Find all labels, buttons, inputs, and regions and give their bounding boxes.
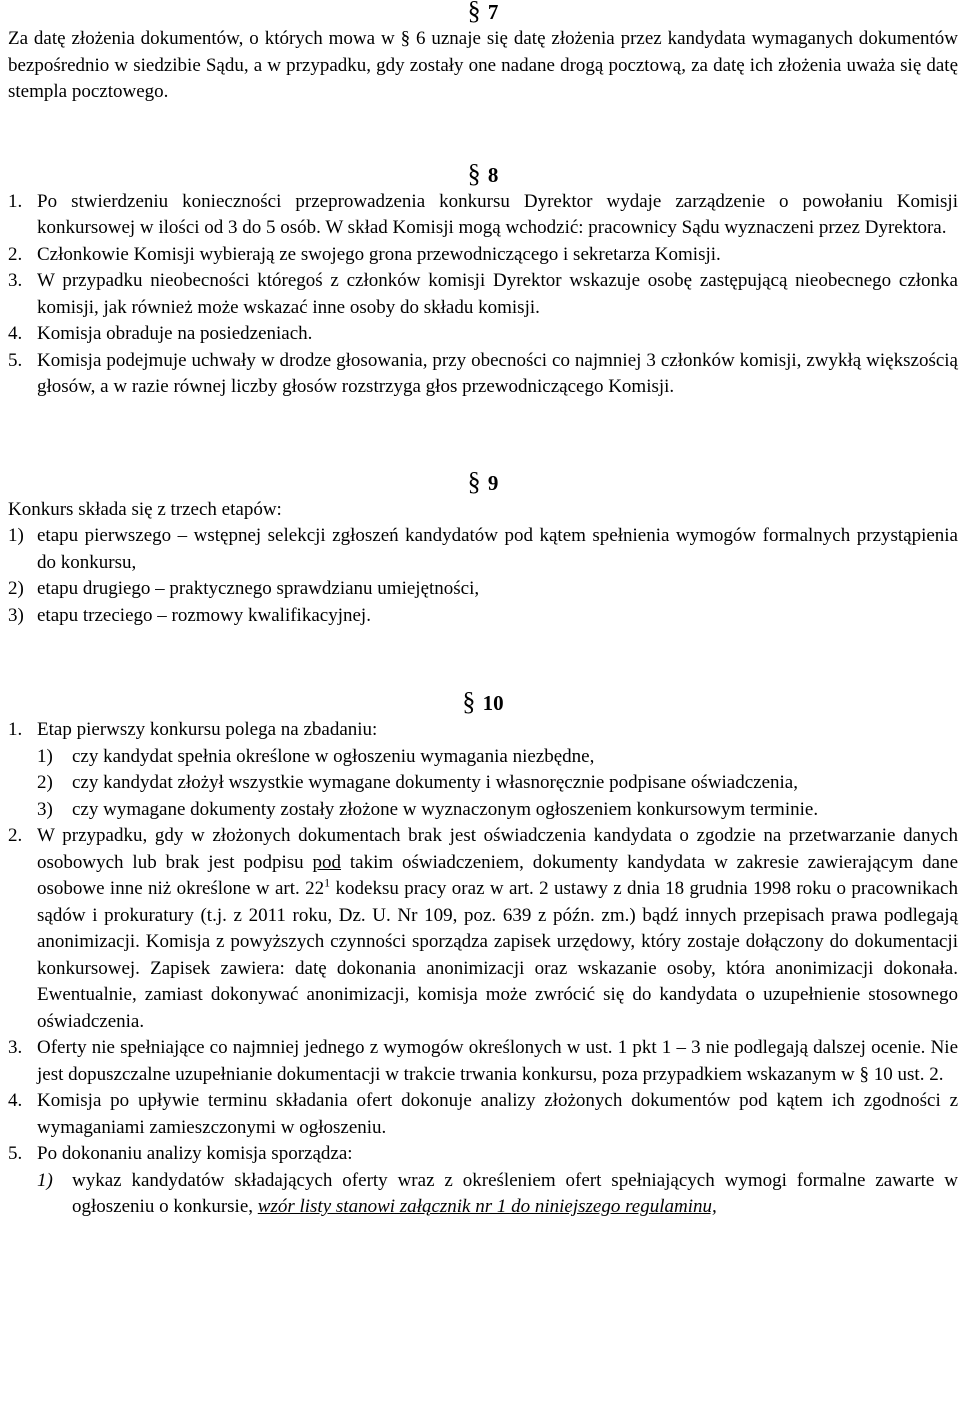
section-7-text: Za datę złożenia dokumentów, o których mowa w § 6 uznaje się datę złożenia przez kandydata wymaganych dokumentów bezpośrednio w siedzibie Sądu, a w przypadku, gdy zostały one nadane drogą pocztową, za datę ich złożenia uważa się datę stempla pocztowego. xyxy=(8,28,958,102)
list-item: 4. Komisja obraduje na posiedzeniach. xyxy=(8,323,313,344)
list-item: 5. Komisja podejmuje uchwały w drodze głosowania, przy obecności co najmniej 3 członków komisji, zwykłą większością głosów, a w razie równej liczby głosów rozstrzyga głos przewodniczącego Komisji. xyxy=(8,349,958,397)
list-item: 2) etapu drugiego – praktycznego sprawdzianu umiejętności, xyxy=(8,578,480,599)
list-item: 1) etapu pierwszego – wstępnej selekcji zgłoszeń kandydatów pod kątem spełnienia wymogów formalnych przystąpienia do konkursu, xyxy=(8,525,958,573)
section-sign-icon: § xyxy=(462,687,476,716)
list-item: 3. Oferty nie spełniające co najmniej jednego z wymogów określonych w ust. 1 pkt 1 – 3 nie podlegają dalszej ocenie. Nie jest dopuszczalne uzupełnianie dokumentacji w trakcie trwania konkursu, poza przypadkiem wskazanym w § 10 ust. 2. xyxy=(8,1037,958,1085)
list-item: 1. Po stwierdzeniu konieczności przeprowadzenia konkursu Dyrektor wydaje zarządzenie o powołaniu Komisji konkursowej w ilości od 3 do 5 osób. W skład Komisji mogą wchodzić: pracownicy Sądu wyznaczeni przez Dyrektora. xyxy=(8,190,958,238)
section-9-intro: Konkurs składa się z trzech etapów: xyxy=(8,498,282,520)
sub-list-item: 2) czy kandydat złożył wszystkie wymagane dokumenty i własnoręcznie podpisane oświadczenia, xyxy=(37,772,798,793)
section-sign-icon: § xyxy=(467,466,481,496)
sub-list-item: 1) wykaz kandydatów składających oferty wraz z określeniem ofert spełniających wymogi formalne zawarte w ogłoszeniu o konkursie, wzór listy stanowi załącznik nr 1 do niniejszego regulaminu, xyxy=(37,1168,958,1221)
section-heading-7: § 7 xyxy=(8,0,958,26)
section-heading-10: § 10 xyxy=(462,687,504,716)
list-item: 5. Po dokonaniu analizy komisja sporządza: xyxy=(8,1143,353,1164)
list-item: 4. Komisja po upływie terminu składania ofert dokonuje analizy złożonych dokumentów pod kątem ich zgodności z wymaganiami zamieszczonymi w ogłoszeniu. xyxy=(8,1090,958,1138)
section-heading-8: § 8 xyxy=(467,158,499,188)
list-item: 2. Członkowie Komisji wybierają ze swojego grona przewodniczącego i sekretarza Komisji. xyxy=(8,243,721,265)
sub-list-item: 3) czy wymagane dokumenty zostały złożone w wyznaczonym ogłoszeniem konkursowym terminie. xyxy=(37,798,819,820)
section-heading-9: § 9 xyxy=(467,466,499,496)
superscript: 1 xyxy=(324,875,331,890)
list-item: 3. W przypadku nieobecności któregoś z członków komisji Dyrektor wskazuje osobę zastępującą nieobecnego członka komisji, jak również może wskazać inne osoby do składu komisji. xyxy=(8,270,958,318)
section-sign-icon: § xyxy=(467,158,481,188)
section-sign-icon: § xyxy=(467,0,481,25)
document-page xyxy=(8,0,958,1221)
list-item: 3) etapu trzeciego – rozmowy kwalifikacyjnej. xyxy=(8,604,371,626)
list-item-text: wykaz kandydatów składających oferty wraz z określeniem ofert spełniających wymogi formalne zawarte w ogłoszeniu o konkursie, wzór listy stanowi załącznik nr 1 do niniejszego regulaminu, xyxy=(72,1169,958,1217)
sub-list-item: 1) czy kandydat spełnia określone w ogłoszeniu wymagania niezbędne, xyxy=(37,745,595,767)
underlined-word: pod xyxy=(312,851,342,873)
list-item: 2. W przypadku, gdy w złożonych dokumentach brak jest oświadczenia kandydata o zgodzie na przetwarzanie danych osobowych lub brak jest podpisu pod takim oświadczeniem, dokumenty kandydata w zakresie zawierającym dane osobowe inne niż określone w art. $22^1$ kodeksu pracy oraz w art. 2 ustawy z dnia 18 grudnia 1998 roku o pracownikach sądów i prokuratury (t.j. z 2011 roku, Dz. U. Nr 109, poz. 639 z późn. zm.) bądź innych przepisach prawa podlegają anonimizacji. Komisja z powyższych czynności sporządza zapisek urzędowy, który zostaje dołączony do dokumentacji konkursowej. Zapisek zawiera: datę dokonania anonimizacji oraz wskazanie osoby, która anonimizacji dokonała. Ewentualnie, zamiast dokonywać anonimizacji, komisja może zwrócić się do kandydata o uzupełnienie stosownego oświadczenia. xyxy=(8,823,958,1035)
list-item: 1. Etap pierwszy konkursu polega na zbadaniu: xyxy=(8,719,378,740)
list-item-text: W przypadku, gdy w złożonych dokumentach brak jest oświadczenia kandydata o zgodzie na przetwarzanie danych osobowych lub brak jest podpisu pod takim oświadczeniem, dokumenty kandydata w zakresie zawierającym dane osobowe inne niż określone w art. $22^1$ kodeksu pracy oraz w art. 2 ustawy z dnia 18 grudnia 1998 roku o pracownikach sądów i prokuratury (t.j. z 2011 roku, Dz. U. Nr 109, poz. 639 z późn. zm.) bądź innych przepisach prawa podlegają anonimizacji. Komisja z powyższych czynności sporządza zapisek urzędowy, który zostaje dołączony do dokumentacji konkursowej. Zapisek zawiera: datę dokonania anonimizacji oraz wskazanie osoby, która anonimizacji dokonała. Ewentualnie, zamiast dokonywać anonimizacji, komisja może zwrócić się do kandydata o uzupełnienie stosownego oświadczenia. xyxy=(37,825,958,1032)
template-reference-link[interactable]: wzór listy stanowi załącznik nr 1 do niniejszego regulaminu, xyxy=(257,1196,717,1217)
